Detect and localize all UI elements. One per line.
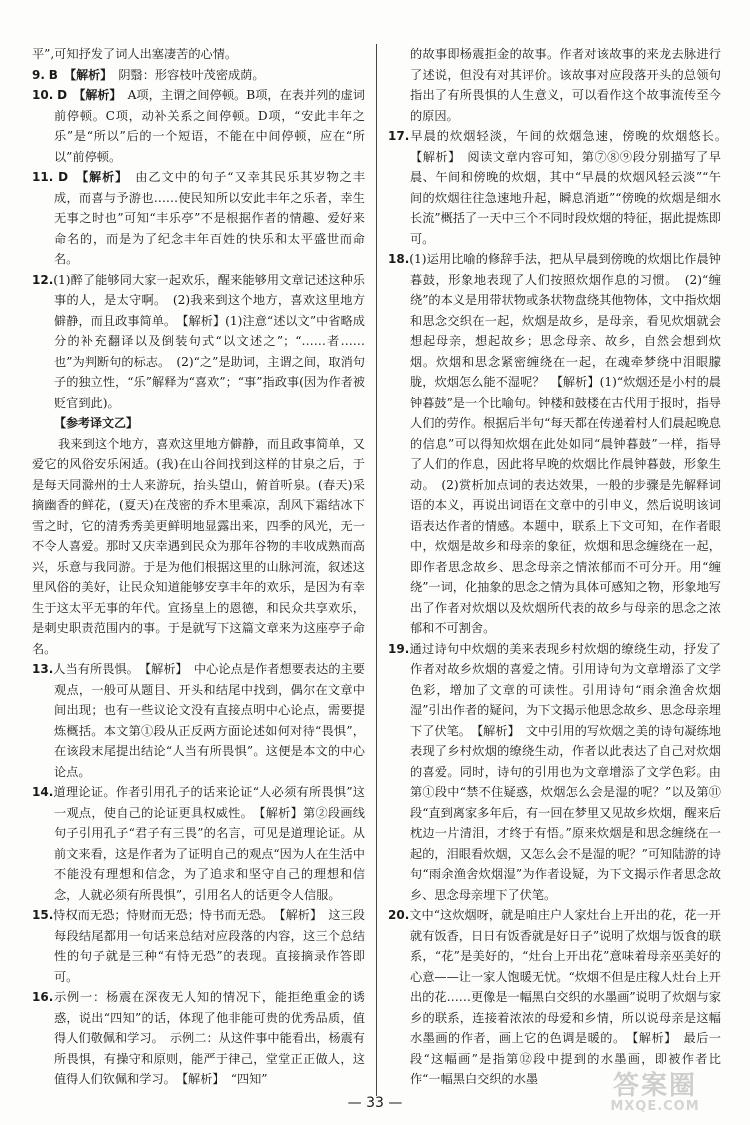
answer-text: 道理论证。作者引用孔子的话来论证“人必须有所畏惧”这一观点，使自己的论证更具权威性。 【解析】第②段画线句子引用孔子“君子有三畏”的名言，可见是道理论证。从前文来看，这是作者为了证明自己的观点“因为人在生活中不能没有理想和信念，为了追求和坚守自己的理想和信念，人就必须有所畏惧”，引用名人的话更令人信服。: [53, 785, 365, 902]
answer-item: [32, 167, 365, 270]
question-number: 16.: [32, 990, 54, 1004]
watermark-url: MXQE.COM: [610, 1099, 700, 1114]
analysis-tag: 【解析】: [79, 88, 116, 102]
answer-text: (1)运用比喻的修辞手法，把从早晨到傍晚的炊烟比作晨钟暮鼓，形象地表现了人们按照炊烟作息的习惯。 (2)“缠绕”的本义是用带状物或条状物盘绕其他物体，文中指炊烟和思念交织在一起，炊烟是故乡，是母亲，看见炊烟就会想起母亲，想起故乡；思念母亲、故乡，自然会想到炊烟。炊烟和思念紧密缠绕在一起，在魂牵梦绕中泪眼朦胧，炊烟怎么能不湿呢？ 【解析】(1)“炊烟还是小村的晨钟暮鼓”是一个比喻句。钟楼和鼓楼在古代用于报时，指导人们的劳作。根据后半句“每天都在传递着村人们晨起晚息的信息”可以得知炊烟在此处如同“晨钟暮鼓”一样，指导了人们的作息，因此将早晚的炊烟比作晨钟暮鼓，形象生动。 (2)赏析加点词的表达效果，一般的步骤是先解释词语的本义，再说出词语在文章中的引申义，然后说明该词语表达作者的情感。本题中，联系上下文可知，在作者眼中，炊烟是故乡和母亲的象征，炊烟和思念缠绕在一起，即作者思念故乡、思念母亲之情浓郁而不可分开。用“缠绕”一词，化抽象的思念之情为具体可感知之物，形象地写出了作者对炊烟以及炊烟所代表的故乡与母亲的思念之浓郁和不可割舍。: [409, 252, 721, 635]
analysis-tag: 【解析】: [82, 170, 123, 184]
column-divider: [376, 44, 377, 1096]
question-number: 9.: [32, 67, 45, 82]
section-heading: [32, 413, 365, 434]
answer-text: 阴翳：形容枝叶茂密成荫。: [118, 67, 265, 82]
question-number: 10.: [32, 88, 54, 102]
answer-item: [388, 126, 734, 249]
answer-text: 恃权而无恐；恃财而无恐；恃书而无恐。 【解析】 这三段每段结尾都用一句话来总结对应段落的内容，这三个总结性的句子就是三种“有恃无恐”的表现。直接摘录作答即可。: [53, 908, 365, 984]
question-number: 17.: [388, 129, 410, 143]
watermark-logo: [580, 1073, 730, 1121]
right-column: [388, 44, 734, 1090]
analysis-tag: 【解析】: [70, 67, 107, 82]
answer-item: [32, 270, 365, 414]
question-number: 15.: [32, 908, 54, 922]
answer-item: [32, 987, 365, 1090]
question-number: 12.: [32, 272, 54, 287]
answer-item: [388, 639, 721, 906]
question-number: 20.: [388, 908, 410, 922]
answer-item: [32, 782, 365, 905]
answer-text: 人当有所畏惧。 【解析】 中心论点是作者想要表达的主要观点，一般可从题目、开头和结尾中找到，偶尔在文章中间出现；也有一些议论文没有直接点明中心论点，需要提炼概括。本文第①段从正反两方面论述如何对待“畏惧”，在该段末尾提出结论“人当有所畏惧”。这便是本文的中心论点。: [53, 662, 365, 779]
question-number: 14.: [32, 785, 54, 799]
answer-text: (1)醉了能够同大家一起欢乐，醒来能够用文章记述这种乐事的人，是太守啊。 (2)我来到这个地方，喜欢这里地方僻静，而且政事简单。 【解析】(1)注意“述以文”中省略成分的补充翻译以及倒装句式“以文述之”；“……者……也”为判断句的标志。 (2)“之”是助词，主谓之间，取消句子的独立性，“乐”解释为“喜欢”；“事”指政事(因为作者被贬官到此)。: [53, 272, 365, 410]
question-number: 11.: [32, 170, 54, 184]
question-number: 13.: [32, 662, 54, 676]
choice-answer: B: [48, 67, 58, 82]
answer-item: [32, 85, 365, 167]
choice-answer: D: [58, 170, 69, 184]
translation-paragraph: [32, 434, 365, 660]
paragraph-text: 的故事即杨震拒金的故事。作者对该故事的来龙去脉进行了述说，但没有对其评价。该故事对应段落开头的总领句指出了有所畏惧的人生意义，可以看作这个故事流传至今的原因。: [410, 47, 721, 123]
answer-item: [388, 249, 721, 639]
answer-item: [32, 65, 365, 86]
left-column: [32, 44, 365, 1090]
answer-text: A项，主谓之间停顿。B项，在表并列的虚词前停顿。C项，动补关系之间停顿。D项，“安此丰年之乐”是“所以”后的一个短语，不能在中间停顿，应在“所以”前停顿。: [54, 88, 365, 164]
continuation-paragraph: [388, 44, 721, 126]
continuation-paragraph: [32, 44, 365, 65]
answer-text: 文中“这炊烟呀，就是咱庄户人家灶台上开出的花，花一开就有饭香，日日有饭香就是好日子”说明了炊烟与饭食的联系，“花”是美好的，“灶台上开出花”意味着母亲巫美好的心意——让一家人饱暖无忧。“炊烟不但是庄稼人灶台上开出的花……更像是一幅黑白交织的水墨画”说明了炊烟与家乡的联系，连接着浓浓的母爱和乡情，所以说母亲是这幅水墨画的作者，画上它的色调是暖的。 【解析】 最后一段“这幅画”是指第⑫段中提到的水墨画，即被作者比作“一幅黑白交织的水墨: [409, 908, 721, 1086]
translation-heading: 【参考译文乙】: [54, 416, 139, 430]
answer-item: [32, 659, 365, 782]
answer-item: [32, 905, 365, 987]
page-number: — 33 —: [347, 1095, 403, 1111]
paragraph-text: 平”,可知抒发了词人出塞凄苦的心情。: [32, 47, 238, 61]
paragraph-text: 我来到这个地方，喜欢这里地方僻静，而且政事简单，又爱它的风俗安乐闲适。(我)在山谷间找到这样的甘泉之后，于是每天同滁州的士人来游玩，抬头望山，俯首听泉。(春天)采摘幽香的鲜花，(夏天)在茂密的乔木里乘凉，刮风下霜结冰下雪之时，它的清秀秀美更鲜明地显露出来，四季的风光，无一不令人喜爱。那时又庆幸遇到民众为那年谷物的丰收成熟而高兴，乐意与我同游。于是为他们根据这里的山脉河流，叙述这里风俗的美好，让民众知道能够安享丰年的欢乐，是因为有幸生于这太平无事的年代。宣扬皇上的恩德，和民众共享欢乐，是刺史职责范围内的事。于是就写下这篇文章来为这座亭子命名。: [32, 436, 365, 656]
watermark-text: 答案圈: [612, 1071, 697, 1101]
answer-text: 通过诗句中炊烟的美来表现乡村炊烟的缭绕生动，抒发了作者对故乡炊烟的喜爱之情。引用诗句为文章增添了文学色彩，增加了文章的可读性。引用诗句“雨余渔舍炊烟湿”引出作者的疑问，为下文揭示他思念故乡、思念母亲埋下了伏笔。 【解析】 文中引用的写炊烟之美的诗句凝练地表现了乡村炊烟的缭绕生动，作者以此表达了自己对炊烟的喜爱。同时，诗句的引用也为文章增添了文学色彩。由第①段中“禁不住疑惑，炊烟怎么会是湿的呢？”以及第⑪段“直到离家多年后，有一回在梦里又见故乡炊烟，醒来后枕边一片清泪，才终于有悟。”原来炊烟是和思念缠绕在一起的，泪眼看炊烟，又怎么会不是湿的呢？”可知陆游的诗句“雨余渔舍炊烟湿”为作者设疑，为下文揭示作者思念故乡、思念母亲埋下了伏笔。: [409, 641, 721, 902]
choice-answer: D: [57, 88, 68, 102]
answer-text: 示例一：杨震在深夜无人知的情况下，能拒绝重金的诱惑，说出“四知”的话，体现了他非能可贵的优秀品质，值得人们敬佩和学习。 示例二：从这件事中能看出，杨震有所畏惧，有操守和原则，能严于律己，堂堂正正做人，这值得人们钦佩和学习。 【解析】 “四知”: [53, 990, 365, 1086]
answer-item: [388, 905, 721, 1090]
answer-text: 早晨的炊烟轻淡，午间的炊烟急速，傍晚的炊烟悠长。 【解析】 阅读文章内容可知，第⑦⑧⑨段分别描写了早晨、午间和傍晚的炊烟，其中“早晨的炊烟风轻云淡”“午间的炊烟往往急速地升起，瞬息消逝”“傍晚的炊烟是细水长流”概括了一天中三个不同时段炊烟的特征，据此提炼即可。: [409, 129, 734, 246]
question-number: 18.: [388, 252, 410, 266]
question-number: 19.: [388, 641, 410, 656]
answer-text: 由乙文中的句子“又幸其民乐其岁物之丰成，而喜与予游也……使民知所以安此丰年之乐者，幸生无事之时也”可知“丰乐亭”不是根据作者的情趣、爱好来命名的，而是为了纪念丰年百姓的快乐和太平盛世而命名。: [54, 170, 366, 266]
